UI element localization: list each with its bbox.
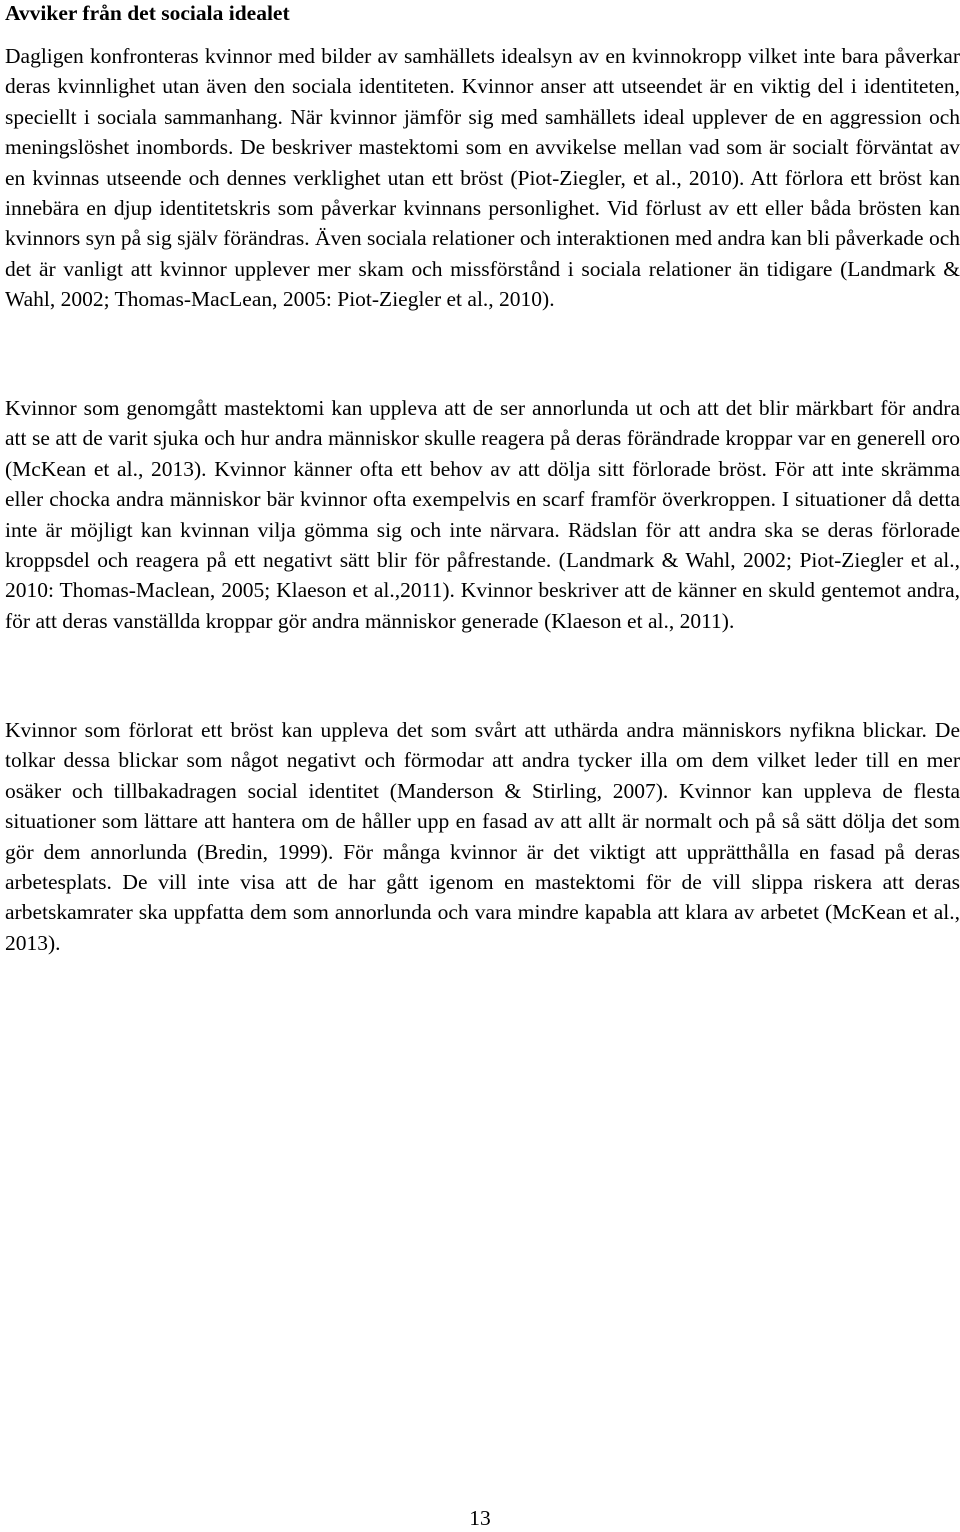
document-page	[5, 0, 960, 955]
page-number: 13	[469, 1506, 491, 1530]
body-paragraph: Kvinnor som förlorat ett bröst kan uppleva det som svårt att uthärda andra människors nyfikna blickar. De tolkar dessa blickar som något negativt och förmodar att andra tycker illa om dem vilket leder till en mer osäker och tillbakadragen social identitet (Manderson & Stirling, 2007). Kvinnor kan uppleva de flesta situationer som lättare att hantera om de håller upp en fasad av att allt är normalt och på så sätt dölja det som gör dem annorlunda (Bredin, 1999). För många kvinnor är det viktigt att upprätthålla en fasad på deras arbetesplats. De vill inte visa att de har gått igenom en mastektomi för de vill slippa riskera att deras arbetskamrater ska uppfatta dem som annorlunda och vara mindre kapabla att klara av arbetet (McKean et al., 2013).	[5, 718, 960, 955]
section-heading: Avviker från det sociala idealet	[5, 1, 290, 25]
body-paragraph: Dagligen konfronteras kvinnor med bilder av samhällets idealsyn av en kvinnokropp vilket inte bara påverkar deras kvinnlighet utan även den sociala identiteten. Kvinnor anser att utseendet är en viktig del i identiteten, speciellt i sociala sammanhang. När kvinnor jämför sig med samhällets ideal upplever de en aggression och meningslöshet inombords. De beskriver mastektomi som en avvikelse mellan vad som är socialt förväntat av en kvinnas utseende och dennes verklighet utan ett bröst (Piot-Ziegler, et al., 2010). Att förlora ett bröst kan innebära en djup identitetskris som påverkar kvinnans personlighet. Vid förlust av ett eller båda brösten kan kvinnors syn på sig själv förändras. Även sociala relationer och interaktionen med andra kan bli påverkade och det är vanligt att kvinnor upplever mer skam och missförstånd i sociala relationer än tidigare (Landmark & Wahl, 2002; Thomas-MacLean, 2005: Piot-Ziegler et al., 2010).	[5, 44, 960, 312]
body-paragraph: Kvinnor som genomgått mastektomi kan uppleva att de ser annorlunda ut och att det blir märkbart för andra att se att de varit sjuka och hur andra människor skulle reagera på deras förändrade kroppar var en generell oro (McKean et al., 2013). Kvinnor känner ofta ett behov av att dölja sitt förlorade bröst. För att inte skrämma eller chocka andra människor bär kvinnor ofta exempelvis en scarf framför överkroppen. I situationer då detta inte är möjligt kan kvinnan vilja gömma sig och inte närvara. Rädslan för att andra ska se deras förlorade kroppsdel och reagera på ett negativt sätt blir för påfrestande. (Landmark & Wahl, 2002; Piot-Ziegler et al., 2010: Thomas-Maclean, 2005; Klaeson et al.,2011). Kvinnor beskriver att de känner en skuld gentemot andra, för att deras vanställda kroppar gör andra människor generade (Klaeson et al., 2011).	[5, 396, 960, 633]
